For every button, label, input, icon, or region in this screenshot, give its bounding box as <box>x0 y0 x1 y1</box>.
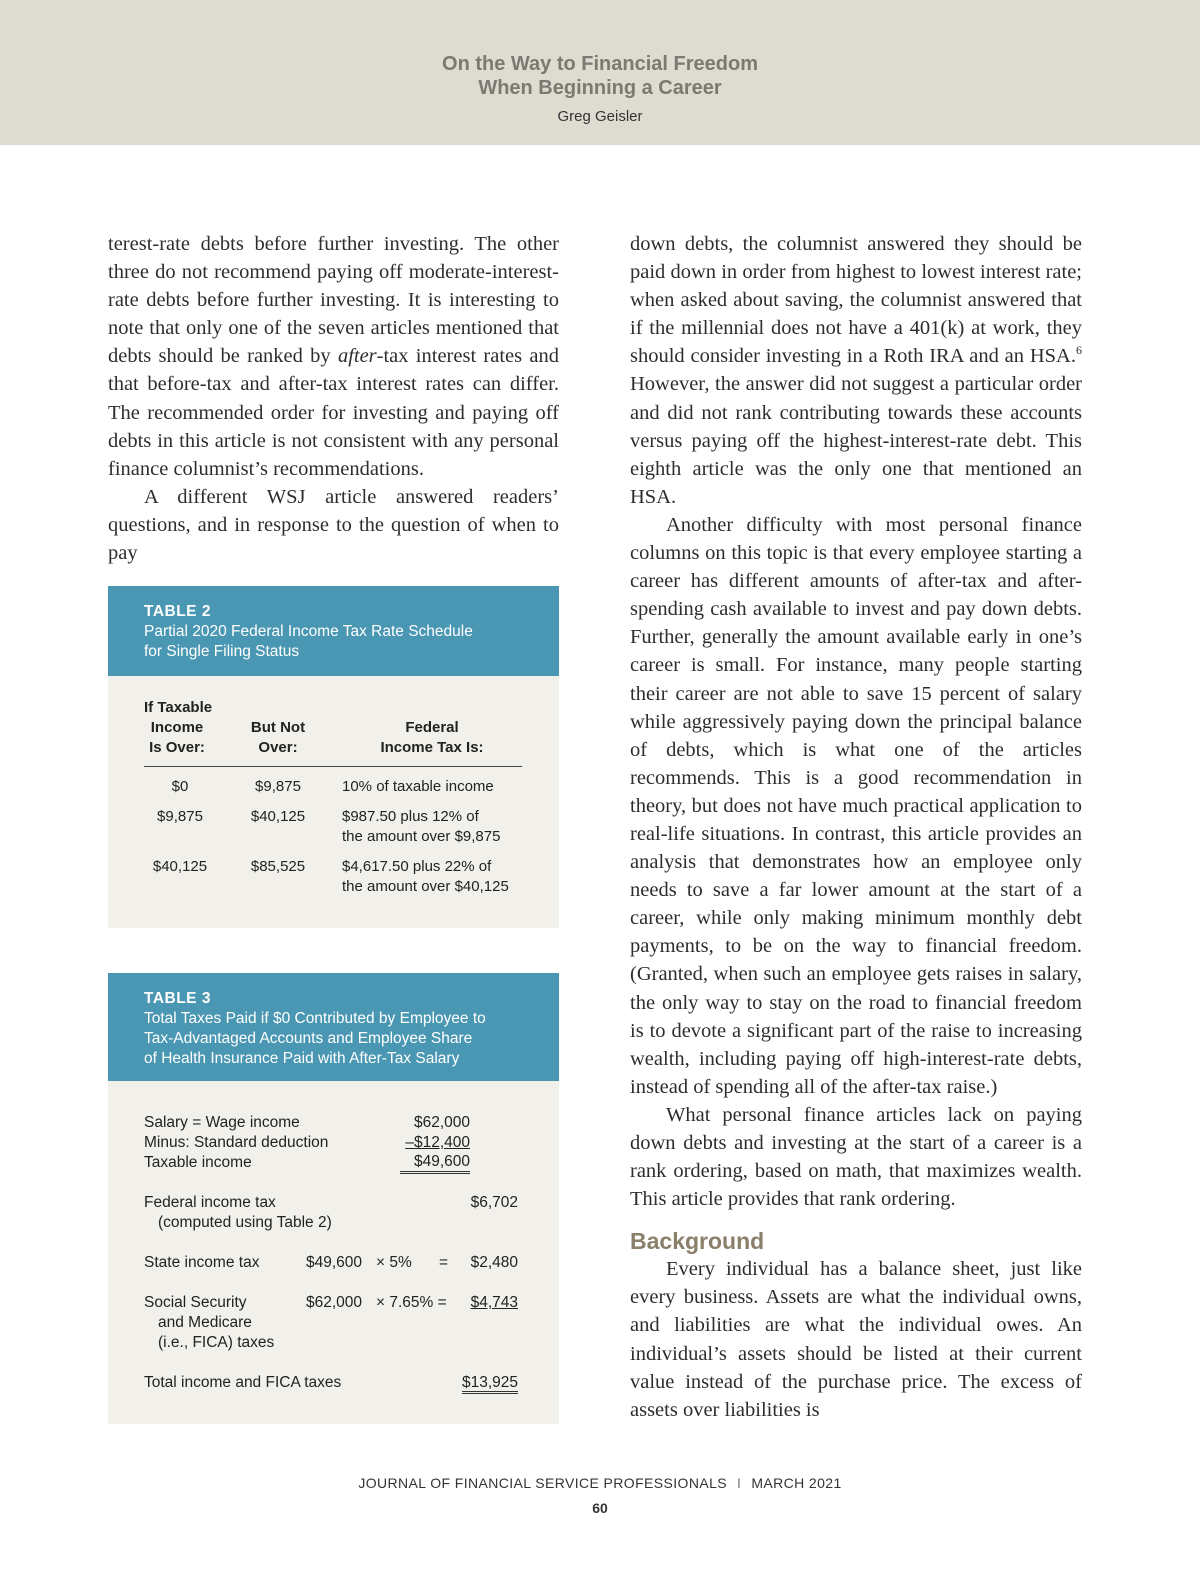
fica-base: $62,000 <box>306 1294 363 1311</box>
table-2-column-headers <box>144 700 522 766</box>
total-value-wrap <box>444 1373 518 1393</box>
fica-value: $4,743 <box>470 1294 518 1311</box>
left-paragraph-1 <box>108 230 559 483</box>
state-tax-rate: × 5% <box>376 1254 412 1271</box>
table-3 <box>108 973 559 1424</box>
column-header-income-over <box>144 698 216 758</box>
cell-tax-line1: $4,617.50 plus 22% of <box>342 858 492 875</box>
deduction-label: Minus: Standard deduction <box>144 1134 329 1151</box>
col1-line3: Is Over: <box>149 739 205 756</box>
state-tax-base: $49,600 <box>306 1254 363 1271</box>
total-value: $13,925 <box>462 1374 518 1394</box>
table-2-header <box>108 586 559 676</box>
cell-tax-line2: the amount over $9,875 <box>342 828 501 845</box>
header-author: Greg Geisler <box>557 108 643 125</box>
table-2-number: TABLE 2 <box>144 603 211 620</box>
fica-label-line2: and Medicare <box>158 1314 252 1331</box>
salary-label: Salary = Wage income <box>144 1114 300 1131</box>
cell-not-over: $9,875 <box>255 778 301 795</box>
state-tax-value: $2,480 <box>470 1254 518 1271</box>
state-tax-label: State income tax <box>144 1254 260 1271</box>
deduction-value: –$12,400 <box>405 1134 470 1151</box>
section-heading-background: Background <box>630 1228 765 1255</box>
header-title-line2: When Beginning a Career <box>478 77 722 99</box>
col1-line2: Income <box>150 719 204 736</box>
cell-over: $0 <box>171 778 189 795</box>
cell-tax-line2: the amount over $40,125 <box>342 878 509 895</box>
right-p1-a: down debts, the columnist answered they should be paid down in order from highest to lowest interest rate; when asked about saving, the columnist answered that if the millennial does not have a 401(k) at work, they should consider investing in a Roth IRA and an HSA. <box>630 233 1082 368</box>
cell-tax <box>342 807 524 847</box>
right-paragraph-4: Every individual has a balance sheet, just like every business. Assets are what the individual owns, and liabilities are what the individual owes. An individual’s assets should be listed at their current value instead of the purchase price. The excess of assets over liabilities is <box>630 1258 1082 1421</box>
running-header <box>0 0 1200 145</box>
right-paragraph-1 <box>630 230 1082 511</box>
right-paragraph-2: Another difficulty with most personal finance columns on this topic is that every employee starting a career has different amounts of after-tax and after-spending cash available to invest and pay down debts. Further, generally the amount available early in one’s career is small. For instance, many people starting their career are not able to save 15 percent of salary while aggressively paying down the principal balance of debts, which is what one of the articles recommends. This is a good recommendation in theory, but does not have much practical application to real-life situations. In contrast, this article provides an analysis that demonstrates how an employee only needs to save a far lower amount at the start of a career, while only making minimum monthly debt payments, to be on the way to financial freedom. (Granted, when such an employee gets raises in salary, the only way to stay on the road to financial freedom is to devote a significant part of the raise to increasing wealth, including paying off high-interest-rate debts, instead of spending all of the after-tax raise.) <box>630 513 1082 1098</box>
col2-line1: But Not <box>250 719 306 736</box>
right-column-text <box>630 230 1082 1424</box>
table-3-caption-line2: Tax-Advantaged Accounts and Employee Share <box>144 1030 473 1047</box>
table-2-grid <box>144 700 522 907</box>
table-3-caption-line3: of Health Insurance Paid with After-Tax Salary <box>144 1050 460 1067</box>
col3-line1: Federal <box>405 719 459 736</box>
table-row <box>144 777 522 799</box>
col2-line2: Over: <box>258 739 298 756</box>
footer-journal-line <box>0 1475 1200 1491</box>
federal-tax-label: Federal income tax <box>144 1194 276 1211</box>
salary-value: $62,000 <box>413 1114 470 1131</box>
footer-journal: JOURNAL OF FINANCIAL SERVICE PROFESSIONALS <box>358 1475 728 1491</box>
header-title-line1: On the Way to Financial Freedom <box>442 53 758 75</box>
column-header-but-not-over <box>240 718 316 758</box>
table-row <box>144 807 522 849</box>
cell-not-over: $40,125 <box>250 808 306 825</box>
left-column-text <box>108 230 559 567</box>
federal-tax-value: $6,702 <box>470 1194 518 1211</box>
taxable-label: Taxable income <box>144 1154 252 1171</box>
cell-tax: 10% of taxable income <box>342 778 494 795</box>
right-paragraph-3: What personal finance articles lack on paying down debts and investing at the start of a career is a rank ordering, based on math, that maximizes wealth. This article provides that rank ordering. <box>630 1103 1082 1211</box>
table-2-caption-line1: Partial 2020 Federal Income Tax Rate Schedule <box>144 623 473 640</box>
table-3-header <box>108 973 559 1081</box>
table-2 <box>108 586 559 928</box>
col3-line2: Income Tax Is: <box>380 739 484 756</box>
cell-not-over: $85,525 <box>250 858 306 875</box>
total-label: Total income and FICA taxes <box>144 1374 342 1391</box>
footer-separator: I <box>737 1475 742 1491</box>
column-header-federal-tax <box>342 718 522 758</box>
cell-over: $9,875 <box>157 808 203 825</box>
table-row <box>144 857 522 899</box>
fica-label-line3: (i.e., FICA) taxes <box>158 1334 275 1351</box>
left-paragraph-2: A different WSJ article answered readers’ questions, and in response to the question of when to pay <box>108 485 559 565</box>
cell-over: $40,125 <box>152 858 208 875</box>
table-3-number: TABLE 3 <box>144 990 211 1007</box>
right-p1-b: However, the answer did not suggest a particular order and did not rank contributing towards these accounts versus paying off the highest-interest-rate debt. This eighth article was the only one that mentioned an HSA. <box>630 373 1082 508</box>
table-3-caption-line1: Total Taxes Paid if $0 Contributed by Employee to <box>144 1010 486 1027</box>
page-number: 60 <box>592 1500 608 1516</box>
footnote-ref: 6 <box>1076 343 1082 358</box>
table-2-header-rule <box>144 766 522 767</box>
left-p1-emphasis: after <box>337 345 377 368</box>
fica-rate: × 7.65% = <box>376 1294 447 1311</box>
footer-date: MARCH 2021 <box>751 1475 842 1491</box>
state-tax-equals: = <box>439 1254 449 1271</box>
federal-tax-note: (computed using Table 2) <box>158 1214 332 1231</box>
left-p1-a: terest-rate debts before further investing. The other three do not recommend paying off moderate-interest-rate debts before further investing. It is interesting to note that only one of the seven articles mentioned that debts should be ranked by <box>108 233 559 368</box>
taxable-value: $49,600 <box>400 1153 470 1174</box>
cell-tax-line1: $987.50 plus 12% of <box>342 808 479 825</box>
col1-line1: If Taxable <box>144 699 213 716</box>
fica-label-line1: Social Security <box>144 1294 247 1311</box>
left-p1-b: -tax interest rates and that before-tax and after-tax interest rates can differ. The recommended order for investing and paying off debts in this article is not consistent with any personal finance columnist’s recommendations. <box>108 345 559 480</box>
cell-tax <box>342 857 524 897</box>
table-2-caption-line2: for Single Filing Status <box>144 643 300 660</box>
